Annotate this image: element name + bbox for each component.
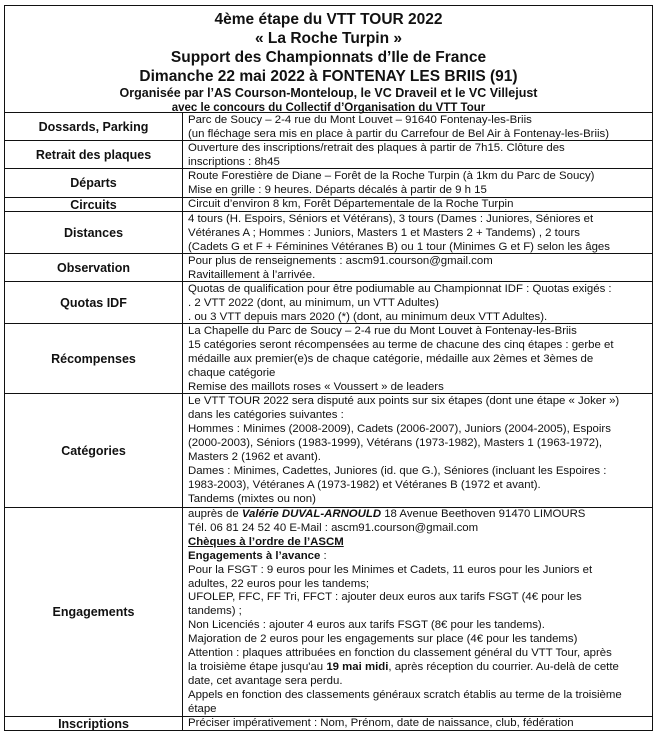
event-collective: avec le concours du Collectif d’Organisation du VTT Tour (171, 102, 486, 114)
row-content (183, 394, 652, 507)
phone-email-line: Tél. 06 81 24 52 40 E-Mail : ascm91.courson@gmail.com (188, 521, 479, 534)
row-label: Distances (5, 212, 183, 253)
text-fragment: auprès de (188, 508, 242, 520)
event-info-table (4, 5, 653, 731)
row-label: Retrait des plaques (5, 141, 183, 168)
row-content (183, 282, 652, 323)
row-label: Dossards, Parking (5, 113, 183, 140)
row-label: Engagements (5, 508, 183, 716)
content-line: Masters 2 (1962 et avant). (188, 451, 321, 463)
event-support: Support des Championnats d’Ile de France (170, 49, 487, 66)
deadline-line (188, 661, 648, 675)
row-label: Départs (5, 169, 183, 197)
row-content (183, 212, 652, 253)
content-line: 1983-2003), Vétéranes A (1973-1982) et Vétéranes B (1972 et avant). (188, 479, 541, 491)
content-line: inscriptions : 8h45 (188, 156, 280, 168)
row-departs (5, 169, 652, 198)
row-observation (5, 254, 652, 282)
content-line: dans les catégories suivantes : (188, 409, 344, 421)
content-line: Ouverture des inscriptions/retrait des plaques à partir de 7h15. Clôture des (188, 142, 565, 154)
content-line: Circuit d’environ 8 km, Forêt Départementale de la Roche Turpin (188, 198, 514, 210)
row-categories (5, 394, 652, 508)
row-engagements (5, 508, 652, 717)
event-subtitle: « La Roche Turpin » (255, 30, 402, 47)
row-label: Inscriptions (5, 717, 183, 731)
content-line: date, cet avantage sera perdu. (188, 674, 343, 687)
row-content (183, 508, 652, 716)
row-content (183, 324, 652, 393)
content-line: médaille aux premier(e)s de chaque catégorie, médaille aux 2èmes et 3èmes de (188, 353, 594, 365)
row-label: Quotas IDF (5, 282, 183, 323)
row-retrait (5, 141, 652, 169)
content-line: Tandems (mixtes ou non) (188, 493, 316, 505)
content-line: chaque catégorie (188, 367, 276, 379)
row-content (183, 717, 652, 731)
row-distances (5, 212, 652, 254)
content-line: Parc de Soucy – 2-4 rue du Mont Louvet – 91640 Fontenay-les-Briis (188, 114, 532, 126)
content-line: Remise des maillots roses « Voussert » de leaders (188, 381, 444, 393)
text-fragment: 18 Avenue Beethoven 91470 LIMOURS (381, 508, 586, 520)
content-line: (un fléchage sera mis en place à partir du Carrefour de Bel Air à Fontenay-les-Briis) (188, 128, 610, 140)
contact-email-line: Pour plus de renseignements : ascm91.courson@gmail.com (188, 255, 493, 267)
row-label: Récompenses (5, 324, 183, 393)
row-content (183, 169, 652, 197)
text-fragment: , après réception du courrier. Au-delà de cette (388, 660, 619, 673)
content-line: adultes, 22 euros pour les tandems; (188, 577, 370, 590)
content-line: (2000-2003), Séniors (1983-1999), Vétérans (1973-1982), Masters 1 (1963-1972), (188, 437, 603, 449)
row-recompenses (5, 324, 652, 394)
row-content (183, 141, 652, 168)
content-line: UFOLEP, FFC, FF Tri, FFCT : ajouter deux euros aux tarifs FSGT (4€ pour les (188, 591, 582, 604)
row-label: Circuits (5, 198, 183, 211)
content-line: Pour la FSGT : 9 euros pour les Minimes et Cadets, 11 euros pour les Juniors et (188, 563, 593, 576)
row-circuits (5, 198, 652, 212)
row-content (183, 198, 652, 211)
content-line: Préciser impérativement : Nom, Prénom, date de naissance, club, fédération (188, 717, 574, 729)
content-line: Hommes : Minimes (2008-2009), Cadets (2006-2007), Juniors (2004-2005), Espoirs (188, 423, 611, 435)
content-line: tandems) ; (188, 605, 242, 618)
text-fragment: Engagements à l’avance (188, 549, 321, 562)
content-line: Dames : Minimes, Cadettes, Juniores (id. que G.), Séniores (incluant les Espoires : (188, 465, 607, 477)
deadline: 19 mai midi (326, 660, 389, 673)
event-header (5, 6, 652, 113)
content-line: Ravitaillement à l’arrivée. (188, 269, 316, 281)
content-line: Majoration de 2 euros pour les engagements sur place (4€ pour les tandems) (188, 633, 578, 646)
content-line: La Chapelle du Parc de Soucy – 2-4 rue du Mont Louvet à Fontenay-les-Briis (188, 325, 577, 337)
event-organizers: Organisée par l’AS Courson-Monteloup, le VC Draveil et le VC Villejust (119, 86, 538, 100)
content-line: (Cadets G et F + Féminines Vétéranes B) ou 1 tour (Minimes G et F) selon les âges (188, 241, 610, 253)
content-line: Non Licenciés : ajouter 4 euros aux tarifs FSGT (8€ pour les tandems). (188, 619, 545, 632)
row-content (183, 254, 652, 281)
content-line: Vétéranes A ; Hommes : Juniors, Masters 1 et Masters 2 + Tandems) , 2 tours (188, 227, 580, 239)
content-line: 15 catégories seront récompensées au terme de chacune des cinq étapes : gerbe et (188, 339, 614, 351)
content-line: 4 tours (H. Espoirs, Séniors et Vétérans), 3 tours (Dames : Juniores, Séniores et (188, 213, 594, 225)
contact-name: Valérie DUVAL-ARNOULD (241, 508, 382, 520)
advance-heading (188, 550, 648, 564)
row-label: Observation (5, 254, 183, 281)
content-line: Le VTT TOUR 2022 sera disputé aux points sur six étapes (dont une étape « Joker ») (188, 395, 620, 407)
event-title: 4ème étape du VTT TOUR 2022 (214, 11, 443, 28)
cheques-heading: Chèques à l’ordre de l’ASCM (188, 535, 344, 548)
row-dossards (5, 113, 652, 141)
row-content (183, 113, 652, 140)
row-label: Catégories (5, 394, 183, 507)
text-fragment: : (320, 549, 327, 562)
contact-line (188, 508, 648, 522)
content-line: Appels en fonction des classements généraux scratch établis au terme de la troisième (188, 688, 622, 701)
content-line: Mise en grille : 9 heures. Départs décalés à partir de 9 h 15 (188, 184, 487, 196)
content-line: Route Forestière de Diane – Forêt de la Roche Turpin (à 1km du Parc de Soucy) (188, 170, 595, 182)
content-line: . ou 3 VTT depuis mars 2020 (*) (dont, au minimum deux VTT Adultes). (188, 311, 548, 323)
content-line: . 2 VTT 2022 (dont, au minimum, un VTT Adultes) (188, 297, 439, 309)
content-line: étape (188, 702, 217, 715)
content-line: Attention : plaques attribuées en fonction du classement général du VTT Tour, après (188, 647, 612, 660)
text-fragment: la troisième étape jusqu'au (188, 660, 327, 673)
event-date-place: Dimanche 22 mai 2022 à FONTENAY LES BRIIS (91) (139, 68, 518, 85)
row-quotas (5, 282, 652, 324)
row-inscriptions (5, 717, 652, 731)
content-line: Quotas de qualification pour être podiumable au Championnat IDF : Quotas exigés : (188, 283, 612, 295)
